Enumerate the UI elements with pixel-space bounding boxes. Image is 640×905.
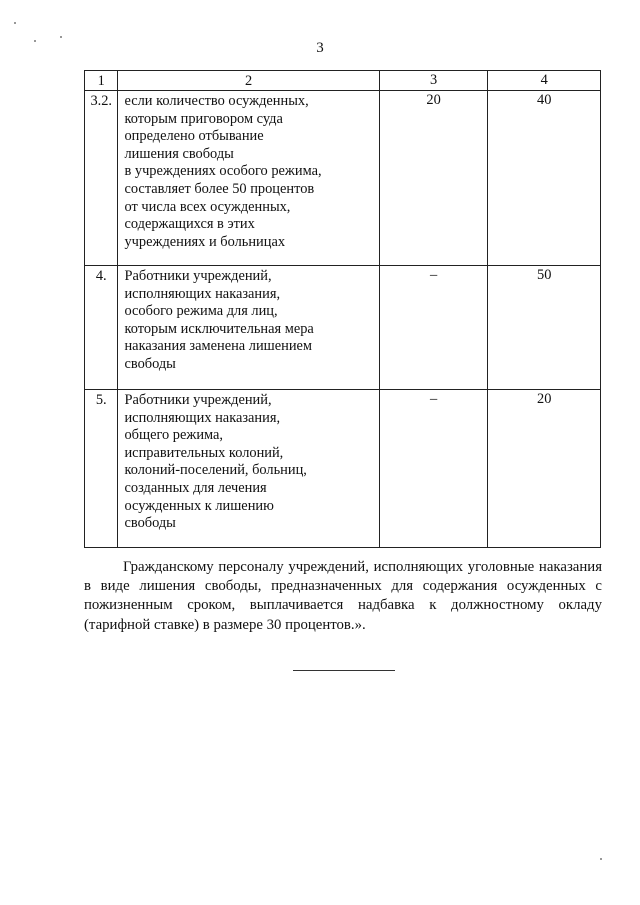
page-number: 3	[316, 40, 324, 56]
row-number: 4.	[85, 266, 118, 390]
table-header-row	[85, 71, 601, 91]
row-description: Работники учреждений, исполняющих наказания, общего режима, исправительных колоний, колоний-поселений, больниц, созданных для лечения осужденных к лишению свободы	[118, 390, 379, 548]
column-header-4: 4	[488, 71, 601, 91]
row-value-col3: –	[379, 390, 488, 548]
row-value-col4: 40	[488, 91, 601, 266]
table-row	[85, 91, 601, 266]
row-number: 3.2.	[85, 91, 118, 266]
row-number: 5.	[85, 390, 118, 548]
table-row	[85, 266, 601, 390]
row-value-col3: –	[379, 266, 488, 390]
closing-paragraph: Гражданскому персоналу учреждений, исполняющих уголовные наказания в виде лишения свободы, предназначенных для содержания осужденных с пожизненным сроком, выплачивается надбавка к должностному окладу (тарифной ставке) в размере 30 процентов.».	[84, 559, 602, 633]
allowance-table	[84, 70, 601, 548]
scan-speck	[34, 40, 36, 42]
column-header-2: 2	[118, 71, 379, 91]
row-description: Работники учреждений, исполняющих наказания, особого режима для лиц, которым исключительная мера наказания заменена лишением свободы	[118, 266, 379, 390]
table-row	[85, 390, 601, 548]
row-value-col3: 20	[379, 91, 488, 266]
scan-speck	[14, 22, 16, 24]
scan-speck	[60, 36, 62, 38]
scan-speck	[600, 858, 602, 860]
row-value-col4: 20	[488, 390, 601, 548]
separator-line	[293, 670, 395, 671]
row-description: если количество осужденных, которым приговором суда определено отбывание лишения свободы в учреждениях особого режима, составляет более 50 процентов от числа всех осужденных, содержащихся в этих учреждениях и больницах	[118, 91, 379, 266]
column-header-3: 3	[379, 71, 488, 91]
row-value-col4: 50	[488, 266, 601, 390]
column-header-1: 1	[85, 71, 118, 91]
